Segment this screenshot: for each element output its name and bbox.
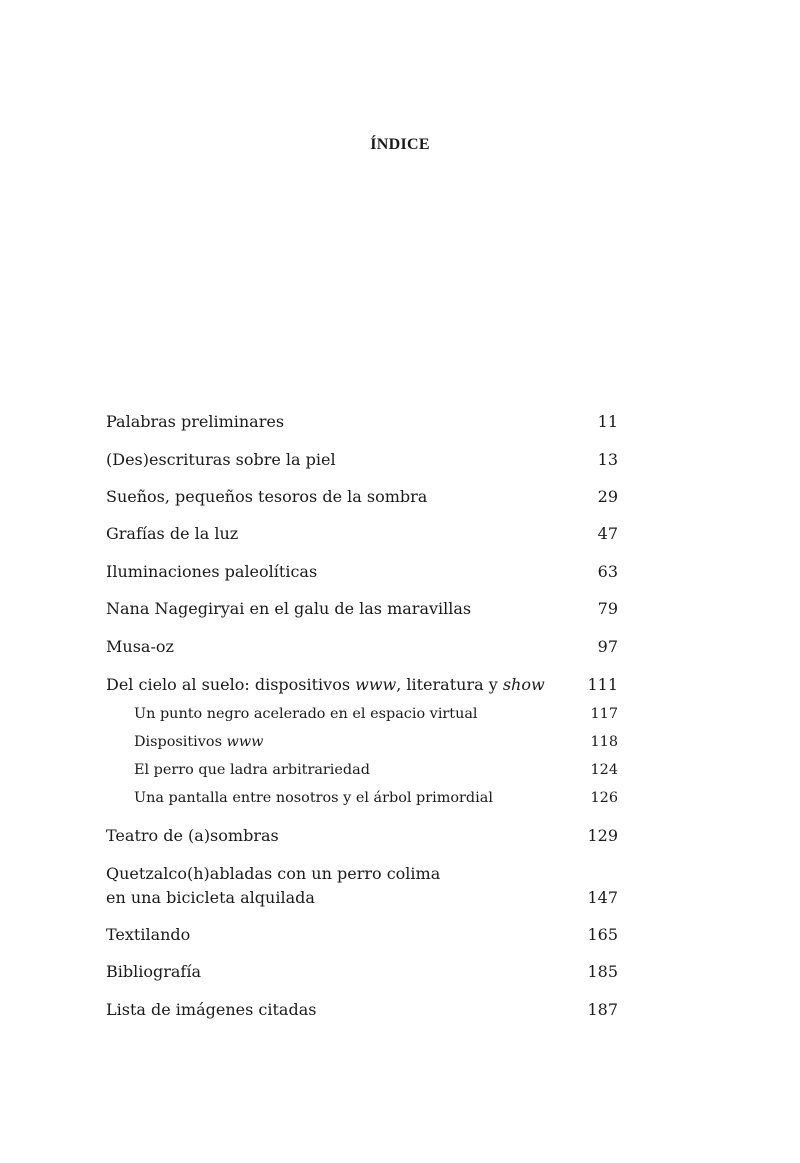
toc-entry-page: 187	[587, 1000, 618, 1019]
toc-subentry-page: 124	[590, 762, 618, 778]
toc-entry-title: (Des)escrituras sobre la piel	[106, 450, 336, 469]
toc-subentry-title: Dispositivos www	[134, 734, 264, 750]
toc-entry-title: Grafías de la luz	[106, 524, 239, 543]
toc-entry-page: 79	[597, 599, 618, 618]
toc-entry-page: 97	[597, 637, 618, 656]
toc-entry-page: 165	[587, 925, 618, 944]
toc-entry-page: 13	[597, 450, 618, 469]
toc-entry-page: 47	[597, 524, 618, 543]
toc-entry-title: Sueños, pequeños tesoros de la sombra	[106, 487, 428, 506]
toc-entry-title: Lista de imágenes citadas	[106, 1000, 317, 1019]
toc-entry-title: Del cielo al suelo: dispositivos www, literatura y show	[106, 675, 545, 694]
toc-entry-title: Musa-oz	[106, 637, 174, 656]
toc-entry-page: 147	[587, 888, 618, 907]
toc-entry-page: 63	[597, 562, 618, 581]
toc-subentry-page: 117	[590, 706, 618, 722]
toc-entry-page: 129	[587, 826, 618, 845]
toc-entry-title: Bibliografía	[106, 962, 201, 981]
toc-entry-title: Textilando	[106, 925, 191, 944]
page-title: ÍNDICE	[370, 136, 430, 153]
toc-entry-title: Quetzalco(h)abladas con un perro colima en una bicicleta alquilada	[106, 864, 441, 907]
toc-entry-page: 29	[597, 487, 618, 506]
toc-entry-title: Iluminaciones paleolíticas	[106, 562, 318, 581]
toc-subentry-title: El perro que ladra arbitrariedad	[134, 762, 370, 778]
toc-entry-page: 111	[587, 675, 618, 694]
toc-subentry-title: Un punto negro acelerado en el espacio virtual	[134, 706, 478, 722]
toc-entry-page: 11	[597, 412, 618, 431]
toc-entry-title: Nana Nagegiryai en el galu de las maravillas	[106, 599, 472, 618]
toc-entry-title: Teatro de (a)sombras	[106, 826, 279, 845]
toc-entry-title: Palabras preliminares	[106, 412, 285, 431]
toc-entry-page: 185	[587, 962, 618, 981]
toc-subentry-page: 126	[590, 790, 618, 806]
toc-subentry-title: Una pantalla entre nosotros y el árbol primordial	[134, 790, 493, 806]
toc-subentry-page: 118	[590, 734, 618, 750]
